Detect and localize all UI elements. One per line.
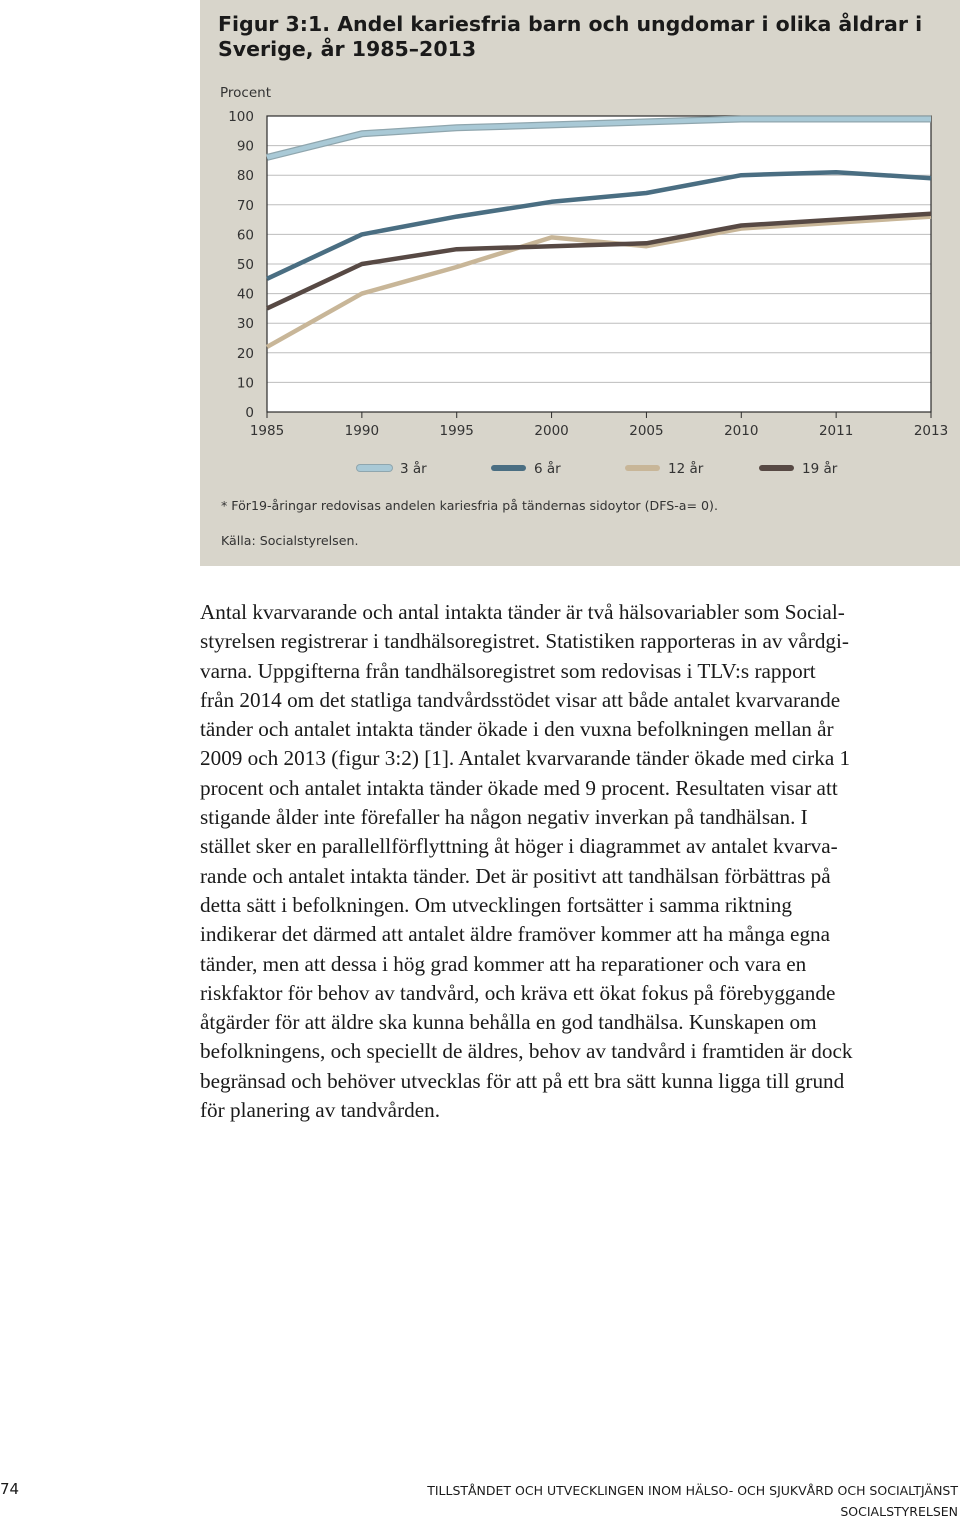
y-tick-label: 20 [236, 345, 254, 362]
y-tick-label: 60 [236, 227, 254, 244]
y-tick-label: 90 [236, 138, 254, 155]
y-tick-label: 100 [228, 109, 254, 125]
figure-note: * För19-åringar redovisas andelen kariesfria på tändernas sidoytor (DFS-a= 0). [221, 498, 718, 513]
footer-title: TILLSTÅNDET OCH UTVECKLINGEN INOM HÄLSO- OCH SJUKVÅRD OCH SOCIALTJÄNST [427, 1483, 958, 1498]
body-line: procent och antalet intakta tänder ökade med 9 procent. Resultaten visar att [200, 775, 838, 800]
body-line: tänder, men att dessa i hög grad kommer att ha reparationer och vara en [200, 951, 807, 976]
body-line: detta sätt i befolkningen. Om utvecklingen fortsätter i samma riktning [200, 892, 792, 917]
body-line: stället sker en parallellförflyttning åt höger i diagrammet av antalet kvarva- [200, 834, 838, 859]
body-line: befolkningens, och speciellt de äldres, behov av tandvård i framtiden är dock [200, 1039, 853, 1064]
y-tick-label: 40 [236, 286, 254, 303]
body-line: från 2014 om det statliga tandvårdsstödet visar att både antalet kvarvarande [200, 687, 841, 712]
y-tick-label: 50 [236, 257, 254, 273]
y-axis-title: Procent [220, 85, 271, 101]
body-line: för planering av tandvården. [200, 1098, 441, 1123]
body-line: tänder och antalet intakta tänder ökade i den vuxna befolkningen mellan år [200, 717, 834, 742]
x-tick-label: 2011 [818, 423, 854, 439]
x-tick-label: 1990 [344, 423, 380, 439]
legend-swatch [625, 465, 660, 471]
body-line: begränsad och behöver utvecklas för att på ett bra sätt kunna ligga till grund [200, 1068, 845, 1093]
x-tick-label: 1995 [439, 423, 474, 439]
legend-label: 19 år [802, 461, 838, 477]
body-line: stigande ålder inte förefaller ha någon negativ inverkan på tandhälsan. I [200, 805, 808, 830]
body-line: Antal kvarvarande och antal intakta tänder är två hälsovariabler som Social- [200, 600, 845, 624]
figure-title-line: Figur 3:1. Andel kariesfria barn och ungdomar i olika åldrar i [218, 12, 923, 36]
figure-source: Källa: Socialstyrelsen. [221, 533, 359, 548]
body-line: styrelsen registrerar i tandhälsoregistret. Statistiken rapporteras in av vårdgi- [200, 629, 849, 654]
body-line: varna. Uppgifterna från tandhälsoregistret som redovisas i TLV:s rapport [200, 658, 816, 683]
body-line: riskfaktor för behov av tandvård, och kräva ett ökat fokus på förebyggande [200, 980, 836, 1005]
y-tick-label: 10 [236, 375, 254, 392]
legend-swatch [491, 465, 526, 471]
y-tick-label: 30 [236, 316, 254, 333]
y-tick-label: 70 [236, 197, 254, 214]
body-line: rande och antalet intakta tänder. Det är positivt att tandhälsan förbättras på [200, 863, 831, 888]
body-line: 2009 och 2013 (figur 3:2) [1]. Antalet kvarvarande tänder ökade med cirka 1 [200, 746, 851, 771]
y-tick-label: 80 [236, 168, 254, 185]
footer-org: SOCIALSTYRELSEN [840, 1504, 958, 1519]
line-chart [200, 0, 960, 490]
legend-label: 3 år [400, 461, 427, 477]
body-line: indikerar det därmed att antalet äldre framöver kommer att ha många egna [200, 922, 831, 947]
x-tick-label: 2010 [724, 423, 759, 439]
body-paragraph [200, 598, 960, 1125]
figure-title-line: Sverige, år 1985–2013 [218, 37, 477, 61]
figure-box [200, 0, 960, 566]
x-tick-label: 1985 [249, 423, 285, 439]
x-tick-label: 2013 [913, 423, 949, 439]
body-line: åtgärder för att äldre ska kunna behålla en god tandhälsa. Kunskapen om [200, 1010, 817, 1035]
page-number: 74 [0, 1480, 20, 1498]
legend-label: 12 år [668, 461, 704, 477]
x-tick-label: 2005 [629, 423, 664, 439]
legend-swatch [357, 465, 392, 471]
legend-label: 6 år [534, 461, 561, 477]
legend-swatch [759, 465, 794, 471]
x-tick-label: 2000 [534, 423, 569, 439]
y-tick-label: 0 [245, 405, 254, 421]
